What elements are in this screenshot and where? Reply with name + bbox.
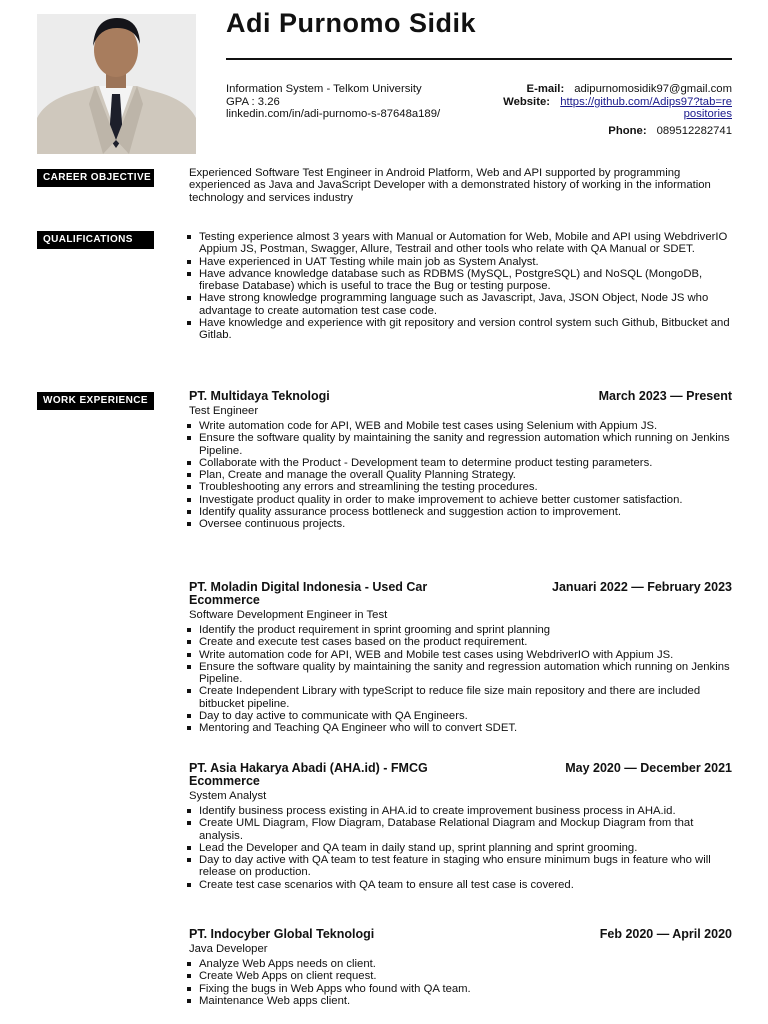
list-item: Have experienced in UAT Testing while main job as System Analyst. (186, 256, 732, 268)
job-entry (189, 581, 732, 735)
list-item: Testing experience almost 3 years with Manual or Automation for Web, Mobile and API using WebdriverIO Appium JS, Postman, Swagger, Allure, Testrail and other tools who relate with QA Manual or SDET. (186, 231, 732, 256)
job-dates: May 2020 — December 2021 (565, 761, 732, 775)
list-item: Analyze Web Apps needs on client. (186, 958, 732, 970)
job-duties (186, 420, 732, 531)
email-link[interactable]: adipurnomosidik97@gmail.com (574, 83, 732, 95)
list-item: Lead the Developer and QA team in daily stand up, sprint planning and sprint grooming. (186, 842, 732, 854)
list-item: Oversee continuous projects. (186, 518, 732, 530)
job-dates: March 2023 — Present (598, 389, 732, 403)
list-item: Create UML Diagram, Flow Diagram, Database Relational Diagram and Mockup Diagram from that analysis. (186, 817, 732, 842)
job-dates: Januari 2022 — February 2023 (552, 580, 732, 594)
job-header (189, 928, 732, 941)
list-item: Write automation code for API, WEB and Mobile test cases using Selenium with Appium JS. (186, 420, 732, 432)
qualifications-label: QUALIFICATIONS (37, 231, 154, 249)
list-item: Troubleshooting any errors and streamlining the testing procedures. (186, 481, 732, 493)
company-name: PT. Indocyber Global Teknologi (189, 927, 375, 941)
candidate-name: Adi Purnomo Sidik (226, 8, 477, 38)
job-duties (186, 805, 732, 891)
phone-number: 089512282741 (656, 124, 732, 137)
list-item: Mentoring and Teaching QA Engineer who will to convert SDET. (186, 722, 732, 734)
portrait-figure (37, 14, 196, 154)
website-link[interactable]: https://github.com/Adips97?tab=repositories (560, 95, 732, 120)
job-role: Test Engineer (189, 405, 259, 417)
list-item: Collaborate with the Product - Development team to determine product testing parameters. (186, 457, 732, 469)
list-item: Identify business process existing in AHA.id to create improvement business process in AHA.id. (186, 805, 732, 817)
list-item: Identify the product requirement in sprint grooming and sprint planning (186, 624, 732, 636)
job-duties (186, 624, 732, 735)
job-role: Java Developer (189, 943, 268, 955)
job-duties (186, 958, 732, 1007)
email-label: E-mail: (526, 83, 565, 95)
job-entry (189, 762, 732, 891)
email-row (440, 83, 732, 96)
list-item: Day to day active with QA team to test feature in staging who ensure minimum bugs in feature who will release on production. (186, 854, 732, 879)
career-objective-text: Experienced Software Test Engineer in Android Platform, Web and API supported by programming experienced as Java and JavaScript Developer with a demonstrated history of working in the information technology and services industry (189, 167, 711, 204)
job-role: Software Development Engineer in Test (189, 609, 388, 621)
contact-block (440, 83, 732, 137)
company-name: PT. Multidaya Teknologi (189, 389, 330, 403)
list-item: Have knowledge and experience with git repository and version control system such Github, Bitbucket and Gitlab. (186, 317, 732, 342)
list-item: Investigate product quality in order to make improvement to achieve better customer satisfaction. (186, 494, 732, 506)
gpa: GPA : 3.26 (226, 95, 280, 108)
list-item: Day to day active to communicate with QA Engineers. (186, 710, 732, 722)
school-name: Information System - Telkom University (226, 83, 422, 95)
list-item: Maintenance Web apps client. (186, 995, 732, 1007)
list-item: Write automation code for API, WEB and Mobile test cases using WebdriverIO with Appium JS. (186, 649, 732, 661)
list-item: Have strong knowledge programming language such as Javascript, Java, JSON Object, Node JS who advantage to create automation test case code. (186, 292, 732, 317)
website-label: Website: (503, 95, 550, 108)
job-header (189, 390, 732, 403)
list-item: Create Web Apps on client request. (186, 970, 732, 982)
job-header (189, 581, 732, 607)
phone-row (440, 125, 732, 138)
qualifications-list-wrap (186, 231, 732, 342)
list-item: Ensure the software quality by maintaining the sanity and regression automation which running on Jenkins Pipeline. (186, 432, 732, 457)
job-role: System Analyst (189, 790, 267, 802)
linkedin-link[interactable]: linkedin.com/in/adi-purnomo-s-87648a189/ (226, 108, 441, 120)
work-experience-label: WORK EXPERIENCE (37, 392, 154, 410)
job-dates: Feb 2020 — April 2020 (599, 927, 732, 941)
list-item: Ensure the software quality by maintaining the sanity and regression automation which running on Jenkins Pipeline. (186, 661, 732, 686)
job-header (189, 762, 732, 788)
list-item: Create test case scenarios with QA team to ensure all test case is covered. (186, 879, 732, 891)
company-name: PT. Asia Hakarya Abadi (AHA.id) - FMCG Ecommerce (189, 761, 428, 788)
company-name: PT. Moladin Digital Indonesia - Used Car Ecommerce (189, 580, 428, 607)
job-entry (189, 390, 732, 531)
list-item: Fixing the bugs in Web Apps who found with QA team. (186, 983, 732, 995)
website-row (440, 96, 732, 121)
list-item: Create Independent Library with typeScript to reduce file size main repository and there are included bitbucket pipeline. (186, 685, 732, 710)
qualifications-list (186, 231, 732, 342)
list-item: Identify quality assurance process bottleneck and suggestion action to improvement. (186, 506, 732, 518)
profile-photo (37, 14, 196, 154)
phone-label: Phone: (608, 124, 647, 137)
career-objective-label: CAREER OBJECTIVE (37, 169, 154, 187)
list-item: Plan, Create and manage the overall Quality Planning Strategy. (186, 469, 732, 481)
list-item: Create and execute test cases based on the product requirement. (186, 636, 732, 648)
education-block (226, 83, 466, 121)
list-item: Have advance knowledge database such as RDBMS (MySQL, PostgreSQL) and NoSQL (MongoDB, firebase Database) which is useful to trace the Bug or testing purpose. (186, 268, 732, 293)
header-divider (226, 58, 732, 60)
job-entry (189, 928, 732, 1007)
